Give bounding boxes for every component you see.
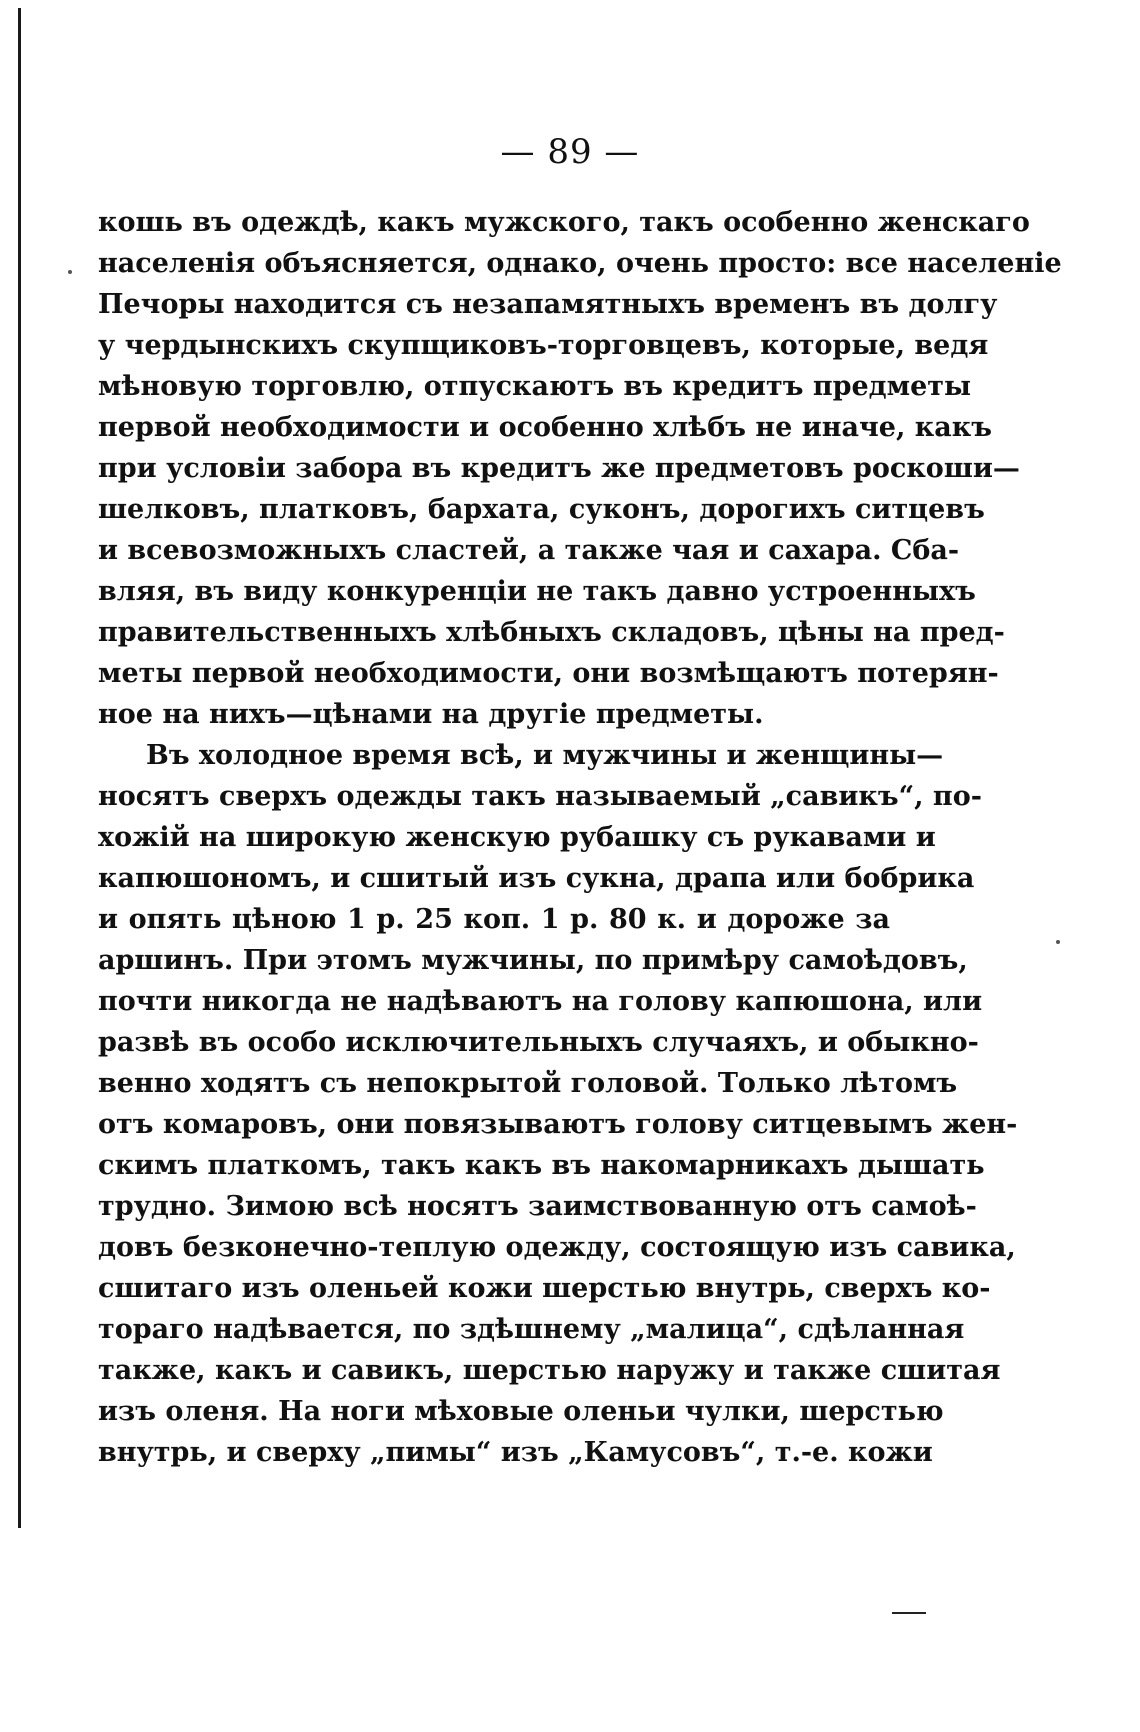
text-line: Печоры находится съ незапамятныхъ временъ въ долгу bbox=[98, 289, 998, 320]
text-line: мѣновую торговлю, отпускаютъ въ кредитъ предметы bbox=[98, 371, 972, 402]
text-line: аршинъ. При этомъ мужчины, по примѣру самоѣдовъ, bbox=[98, 945, 968, 976]
text-line: капюшономъ, и сшитый изъ сукна, драпа или бобрика bbox=[98, 863, 975, 894]
text-line: хожій на широкую женскую рубашку съ рукавами и bbox=[98, 822, 936, 853]
text-line: носятъ сверхъ одежды такъ называемый „савикъ“, по- bbox=[98, 781, 982, 812]
text-line: первой необходимости и особенно хлѣбъ не иначе, какъ bbox=[98, 412, 992, 443]
text-line: довъ безконечно-теплую одежду, состоящую изъ савика, bbox=[98, 1232, 1016, 1263]
text-line: тораго надѣвается, по здѣшнему „малица“, сдѣланная bbox=[98, 1314, 965, 1345]
text-line: венно ходятъ съ непокрытой головой. Только лѣтомъ bbox=[98, 1068, 958, 1099]
text-line: сшитаго изъ оленьей кожи шерстью внутрь, сверхъ ко- bbox=[98, 1273, 991, 1304]
paragraph-2 bbox=[98, 735, 1018, 1473]
text-line: кошь въ одеждѣ, какъ мужского, такъ особенно женскаго bbox=[98, 207, 1030, 238]
paragraph-1 bbox=[98, 202, 1062, 735]
text-line: отъ комаровъ, они повязываютъ голову ситцевымъ жен- bbox=[98, 1109, 1018, 1140]
page-edge-rule bbox=[18, 8, 21, 1528]
text-line: шелковъ, платковъ, бархата, суконъ, дорогихъ ситцевъ bbox=[98, 494, 985, 525]
text-line: правительственныхъ хлѣбныхъ складовъ, цѣны на пред- bbox=[98, 617, 1005, 648]
text-line: и всевозможныхъ сластей, а также чая и сахара. Сба- bbox=[98, 535, 960, 566]
text-line: вляя, въ виду конкуренціи не такъ давно устроенныхъ bbox=[98, 576, 976, 607]
catchword-dash bbox=[892, 1612, 926, 1614]
text-line: меты первой необходимости, они возмѣщаютъ потерян- bbox=[98, 658, 999, 689]
page-number: — 89 — bbox=[500, 132, 640, 172]
text-line: внутрь, и сверху „пимы“ изъ „Камусовъ“, т.-е. кожи bbox=[98, 1437, 933, 1468]
text-line: Въ холодное время всѣ, и мужчины и женщины— bbox=[146, 740, 944, 771]
text-line: изъ оленя. На ноги мѣховые оленьи чулки, шерстью bbox=[98, 1396, 944, 1427]
text-line: почти никогда не надѣваютъ на голову капюшона, или bbox=[98, 986, 983, 1017]
text-line: скимъ платкомъ, такъ какъ въ накомарникахъ дышать bbox=[98, 1150, 985, 1181]
text-line: ное на нихъ—цѣнами на другіе предметы. bbox=[98, 699, 764, 730]
text-line: при условіи забора въ кредитъ же предметовъ роскоши— bbox=[98, 453, 1020, 484]
text-line: также, какъ и савикъ, шерстью наружу и также сшитая bbox=[98, 1355, 1001, 1386]
text-line: развѣ въ особо исключительныхъ случаяхъ, и обыкно- bbox=[98, 1027, 979, 1058]
text-line: населенія объясняется, однако, очень просто: все населеніе bbox=[98, 248, 1062, 279]
body-text bbox=[98, 202, 1062, 1473]
text-line: трудно. Зимою всѣ носятъ заимствованную отъ самоѣ- bbox=[98, 1191, 977, 1222]
scan-speck bbox=[68, 270, 72, 274]
text-line: у чердынскихъ скупщиковъ-торговцевъ, которые, ведя bbox=[98, 330, 989, 361]
scan-speck bbox=[1056, 940, 1060, 944]
text-line: и опять цѣною 1 р. 25 коп. 1 р. 80 к. и дороже за bbox=[98, 904, 890, 935]
